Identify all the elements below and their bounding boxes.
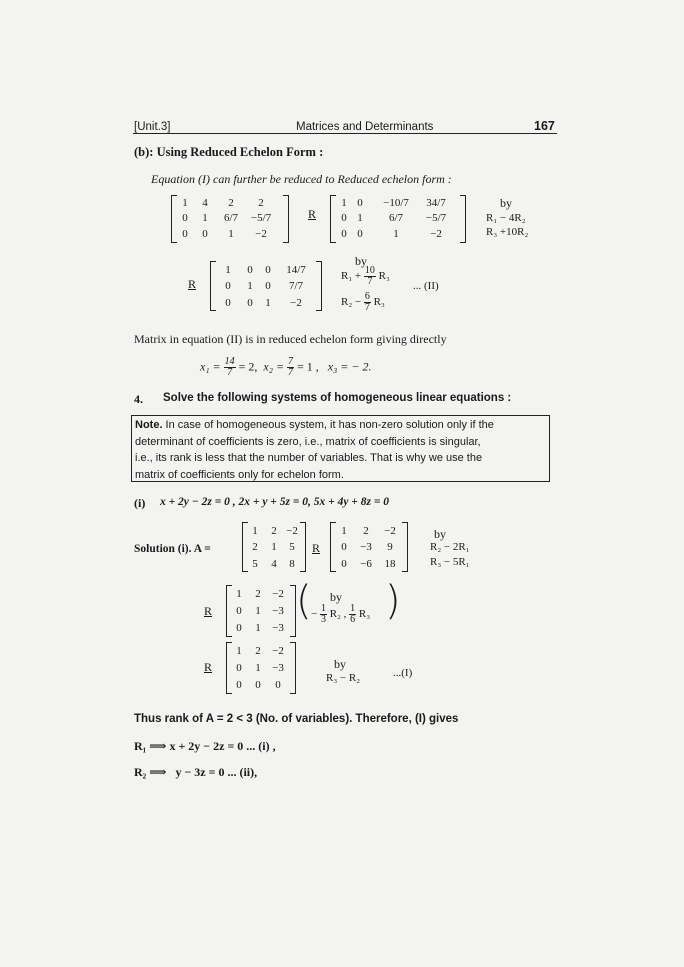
matrix-cell: 1 [255, 605, 261, 617]
unit-label: [Unit.3] [134, 121, 171, 133]
matrix-cell: 2 [271, 525, 277, 537]
matrix-cell: −6 [360, 558, 372, 570]
matrix-cell: 0 [265, 264, 271, 276]
step1-op2: R₃ +10R₂ [486, 226, 529, 238]
chapter-title: Matrices and Determinants [296, 121, 434, 133]
step2-op1: R₁ + $\frac{10}{7}$ R₃ [341, 265, 390, 287]
matrix-cell: −2 [272, 588, 284, 600]
matrix-cell: 1 [228, 228, 234, 240]
matrix-cell: 1 [247, 280, 253, 292]
note-line-2: determinant of coefficients is zero, i.e., matrix of coefficients is singular, [135, 435, 481, 448]
row-equivalent-symbol: R [188, 277, 197, 291]
step1-by: by [500, 196, 512, 210]
r2-line: R₂ ⟹ y − 3z = 0 ... (ii), [134, 765, 258, 779]
matrix-cell: 1 [265, 297, 271, 309]
solution-values: x₁ = $\frac{14}{7}$ = 2, x₂ = $\frac{7}{7}$ = 1 , x₃ = − 2. [200, 356, 372, 378]
matrix-cell: 0 [341, 558, 347, 570]
matrix-cell: 0 [341, 228, 347, 240]
note-line-3: i.e., its rank is less that the number of variables. That is why we use the [135, 452, 483, 464]
matrix-cell: 1 [225, 264, 231, 276]
matrix-cell: 0 [225, 297, 231, 309]
matrix-cell: 0 [247, 297, 253, 309]
row-equivalent-symbol: R [204, 660, 213, 674]
rank-statement: Thus rank of A = 2 < 3 (No. of variables). Therefore, (I) gives [134, 713, 459, 725]
matrix-cell: −2 [255, 228, 267, 240]
matrix-cell: 2 [255, 588, 261, 600]
matrix-cell: 0 [225, 280, 231, 292]
matrix-cell: 0 [247, 264, 253, 276]
matrix-step1-left [171, 195, 289, 243]
matrix-cell: 0 [236, 605, 242, 617]
matrix-cell: −2 [430, 228, 442, 240]
part-label: (i) [134, 496, 146, 510]
matrix-cell: 1 [182, 197, 188, 209]
question-text: Solve the following systems of homogeneous linear equations : [163, 392, 512, 404]
matrix-cell: 0 [357, 197, 363, 209]
matrix-cell: 0 [236, 679, 242, 691]
matrix-cell: 1 [236, 588, 242, 600]
matrix-cell: 0 [236, 622, 242, 634]
equation-tag-II: ... (II) [413, 280, 439, 292]
sol2-ops: − $\frac{1}{3}$ R₂ , $\frac{1}{6}$ R₃ [311, 603, 371, 625]
matrix-cell: 6/7 [223, 212, 239, 224]
sol3-by: by [334, 657, 346, 671]
matrix-cell: 1 [357, 212, 363, 224]
matrix-cell: −3 [272, 622, 284, 634]
note-line-4: matrix of coefficients only for echelon form. [135, 468, 344, 481]
matrix-A [242, 522, 306, 572]
header-rule [133, 133, 557, 134]
matrix-cell: 7/7 [288, 280, 304, 292]
section-heading: (b): Using Reduced Echelon Form : [134, 145, 324, 159]
step1-op1: R₁ − 4R₂ [486, 212, 526, 224]
matrix-cell: 1 [255, 622, 261, 634]
matrix-step2 [210, 261, 322, 311]
matrix-cell: 4 [202, 197, 208, 209]
matrix-cell: 6/7 [388, 212, 404, 224]
matrix-cell: 0 [236, 662, 242, 674]
matrix-cell: 2 [252, 541, 258, 553]
row-equivalent-symbol: R [308, 207, 317, 221]
matrix-cell: 0 [182, 212, 188, 224]
matrix-cell: −5/7 [425, 212, 447, 224]
note-box [131, 415, 550, 482]
page-number: 167 [534, 119, 555, 133]
matrix-cell: 0 [341, 541, 347, 553]
row-equivalent-symbol: R [204, 604, 213, 618]
solution-label: Solution (i). A = [134, 543, 211, 555]
matrix-cell: −3 [360, 541, 372, 553]
matrix-cell: 2 [228, 197, 234, 209]
matrix-D [226, 642, 296, 694]
matrix-cell: 1 [252, 525, 258, 537]
step2-by: by [355, 254, 367, 268]
matrix-cell: 2 [363, 525, 369, 537]
matrix-cell: 0 [202, 228, 208, 240]
matrix-cell: 1 [255, 662, 261, 674]
matrix-cell: 1 [341, 197, 347, 209]
matrix-cell: 4 [271, 558, 277, 570]
matrix-cell: −3 [272, 662, 284, 674]
matrix-cell: 1 [236, 645, 242, 657]
matrix-cell: 0 [265, 280, 271, 292]
matrix-cell: 5 [289, 541, 295, 553]
part-equations: x + 2y − 2z = 0 , 2x + y + 5z = 0, 5x + 4y + 8z = 0 [160, 496, 390, 508]
matrix-cell: 1 [393, 228, 399, 240]
sol2-by: by [330, 590, 342, 604]
matrix-cell: 9 [387, 541, 393, 553]
note-label: Note. [135, 419, 163, 431]
note-line-1: In case of homogeneous system, it has non-zero solution only if the [162, 419, 494, 431]
conclusion-text: Matrix in equation (II) is in reduced echelon form giving directly [134, 332, 447, 346]
open-paren: ( [296, 578, 312, 624]
matrix-cell: 34/7 [426, 197, 446, 209]
row-equivalent-symbol: R [312, 541, 321, 555]
matrix-cell: 5 [252, 558, 258, 570]
matrix-cell: −2 [272, 645, 284, 657]
matrix-cell: 14/7 [286, 264, 306, 276]
matrix-B [330, 522, 408, 572]
matrix-C [226, 585, 296, 637]
matrix-cell: −3 [272, 605, 284, 617]
matrix-cell: 2 [258, 197, 264, 209]
matrix-cell: 1 [202, 212, 208, 224]
matrix-cell: −5/7 [250, 212, 272, 224]
matrix-cell: 0 [275, 679, 281, 691]
matrix-cell: −10/7 [383, 197, 409, 209]
matrix-cell: −2 [384, 525, 396, 537]
matrix-cell: 0 [255, 679, 261, 691]
sol1-op1: R₂ − 2R₁ [430, 541, 470, 553]
matrix-cell: 8 [289, 558, 295, 570]
matrix-cell: −2 [286, 525, 298, 537]
matrix-cell: 1 [271, 541, 277, 553]
step2-op2: R₂ − $\frac{6}{7}$ R₃ [341, 291, 385, 313]
r1-line: R₁ ⟹ x + 2y − 2z = 0 ... (i) , [134, 739, 276, 753]
matrix-cell: 0 [341, 212, 347, 224]
matrix-cell: 0 [357, 228, 363, 240]
matrix-step1-right [330, 195, 466, 243]
matrix-cell: 1 [341, 525, 347, 537]
sol1-by: by [434, 527, 446, 541]
matrix-cell: 2 [255, 645, 261, 657]
question-number: 4. [134, 392, 143, 406]
section-intro: Equation (I) can further be reduced to Reduced echelon form : [151, 172, 452, 186]
sol3-op: R₃ − R₂ [326, 672, 361, 684]
matrix-cell: −2 [290, 297, 302, 309]
matrix-cell: 18 [384, 558, 396, 570]
matrix-cell: 0 [182, 228, 188, 240]
equation-tag-I: ...(I) [393, 667, 413, 679]
sol1-op2: R₃ − 5R₁ [430, 556, 470, 568]
close-paren: ) [385, 578, 401, 624]
